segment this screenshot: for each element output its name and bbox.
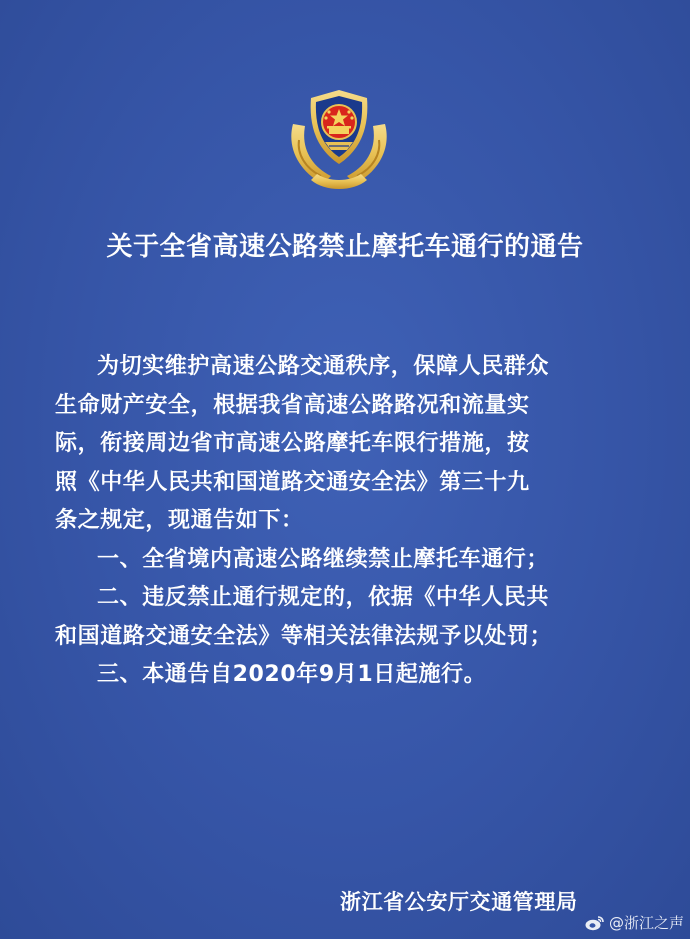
paragraph-line: 为切实维护高速公路交通秩序，保障人民群众 [97, 354, 550, 379]
paragraph-line: 际，衔接周边省市高速公路摩托车限行措施，按 [55, 431, 530, 456]
paragraph-line: 照《中华人民共和国道路交通安全法》第三十九 [55, 469, 530, 495]
notice-title: 关于全省高速公路禁止摩托车通行的通告 [106, 232, 584, 262]
notice-item-2-continued: 和国道路交通安全法》等相关法律法规予以处罚； [55, 623, 553, 649]
watermark-text: @浙江之声 [608, 914, 684, 932]
notice-item-1: 一、全省境内高速公路继续禁止摩托车通行； [97, 546, 550, 572]
notice-item-2: 二、违反禁止通行规定的，依据《中华人民共 [97, 585, 550, 610]
notice-body [55, 348, 655, 695]
paragraph-line: 生命财产安全，根据我省高速公路路况和流量实 [55, 392, 530, 418]
paragraph-line: 条之规定，现通告如下： [55, 508, 304, 533]
notice-item-3: 三、本通告自2020年9月1日起施行。 [97, 662, 487, 687]
issuer-signature: 浙江省公安厅交通管理局 [340, 890, 578, 914]
weibo-watermark [585, 912, 684, 933]
weibo-icon [585, 915, 605, 931]
police-emblem-icon [283, 84, 395, 196]
